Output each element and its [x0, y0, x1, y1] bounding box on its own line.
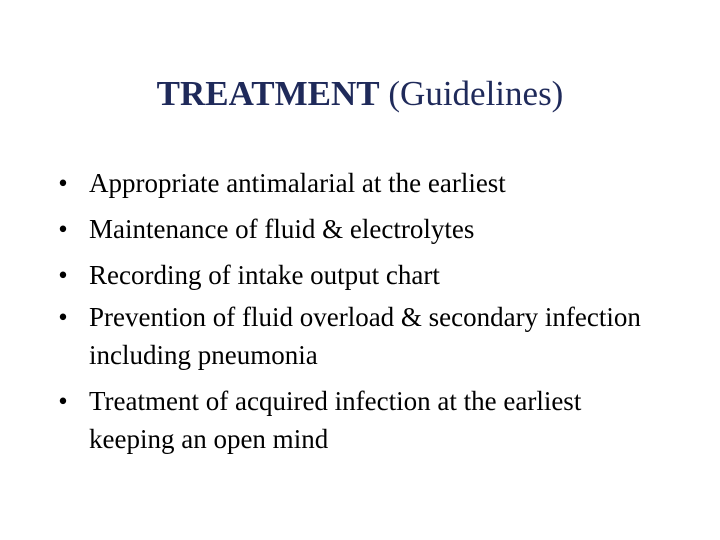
bullet-dot-icon: •	[58, 214, 68, 244]
bullet-item	[0, 206, 720, 252]
bullet-text: Appropriate antimalarial at the earliest	[89, 168, 506, 198]
bullet-item	[0, 294, 720, 378]
bullet-dot-icon: •	[58, 168, 68, 198]
bullet-text: Prevention of fluid overload & secondary infection including pneumonia	[89, 302, 641, 370]
bullet-dot-icon: •	[58, 386, 68, 416]
bullet-item	[0, 160, 720, 206]
title-main: TREATMENT	[156, 74, 380, 113]
title-subtitle: (Guidelines)	[388, 74, 564, 113]
bullet-text: Recording of intake output chart	[89, 260, 440, 290]
bullet-list	[0, 160, 720, 462]
bullet-item	[0, 252, 720, 298]
bullet-dot-icon: •	[58, 302, 68, 332]
bullet-dot-icon: •	[58, 260, 68, 290]
bullet-text: Maintenance of fluid & electrolytes	[89, 214, 475, 244]
bullet-text: Treatment of acquired infection at the earliest keeping an open mind	[89, 386, 582, 454]
slide-title	[0, 72, 720, 116]
bullet-item	[0, 378, 720, 462]
